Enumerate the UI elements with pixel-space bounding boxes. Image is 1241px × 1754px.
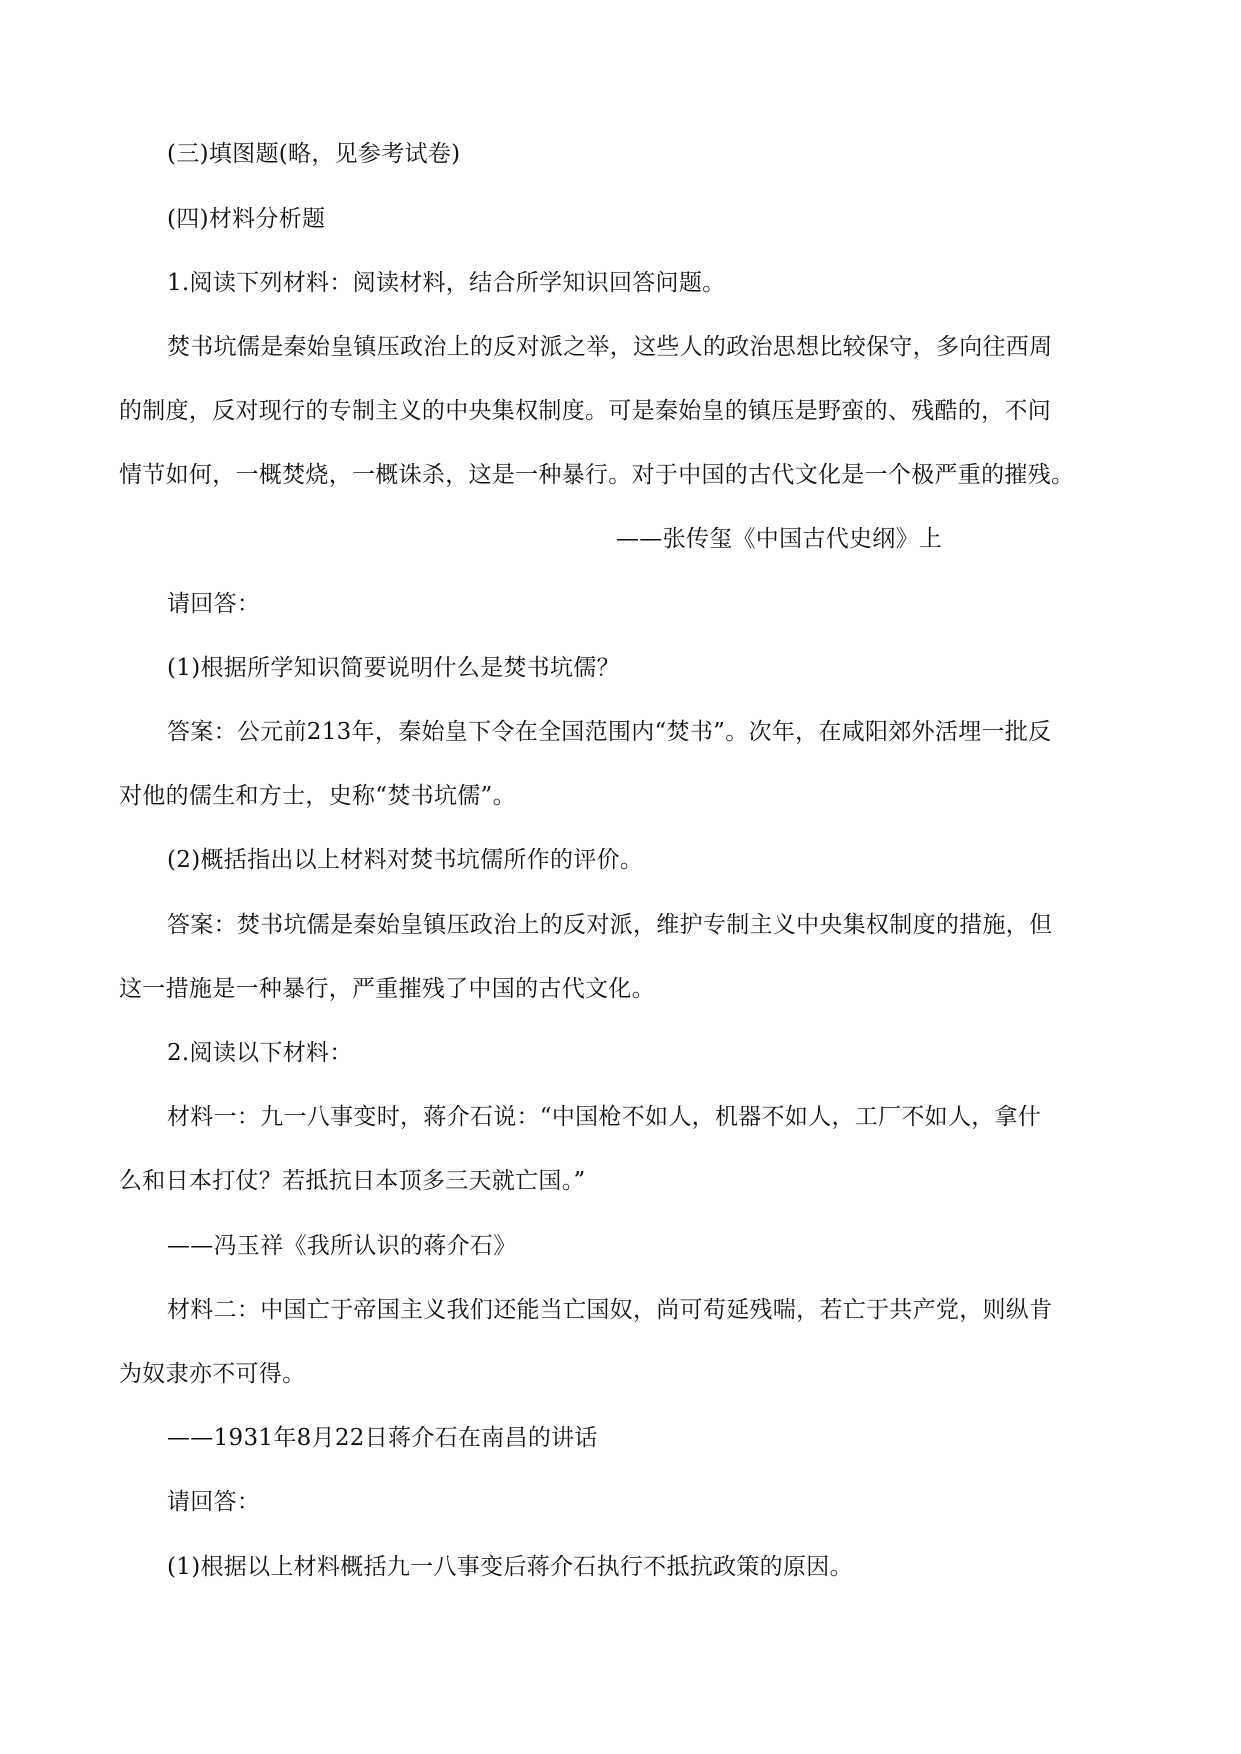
answer-1-line-1: 答案：公元前213年，秦始皇下令在全国范围内“焚书”。次年，在咸阳郊外活埋一批反	[167, 719, 1052, 745]
section-heading-material-analysis: (四)材料分析题	[167, 206, 326, 232]
material-source-citation: ——张传玺《中国古代史纲》上	[616, 526, 943, 552]
please-answer-label-2: 请回答：	[167, 1489, 261, 1515]
answer-1-line-2: 对他的儒生和方士，史称“焚书坑儒”。	[119, 783, 516, 809]
section-heading-fill-map: (三)填图题(略，见参考试卷)	[167, 141, 461, 167]
material-one-line-2: 么和日本打仗？若抵抗日本顶多三天就亡国。”	[119, 1168, 586, 1194]
material-paragraph-line-2: 的制度，反对现行的专制主义的中央集权制度。可是秦始皇的镇压是野蛮的、残酷的，不问	[119, 398, 1051, 424]
material-two-source: ——1931年8月22日蒋介石在南昌的讲话	[167, 1425, 598, 1451]
question-1-prompt: 1.阅读下列材料：阅读材料，结合所学知识回答问题。	[167, 270, 726, 296]
material-two-line-2: 为奴隶亦不可得。	[119, 1361, 306, 1387]
answer-2-line-2: 这一措施是一种暴行，严重摧残了中国的古代文化。	[119, 976, 655, 1002]
material-two-line-1: 材料二：中国亡于帝国主义我们还能当亡国奴，尚可苟延残喘，若亡于共产党，则纵肯	[167, 1297, 1053, 1323]
material-one-source: ——冯玉祥《我所认识的蒋介石》	[167, 1233, 517, 1259]
please-answer-label: 请回答：	[167, 591, 261, 617]
material-paragraph-line-1: 焚书坑儒是秦始皇镇压政治上的反对派之举，这些人的政治思想比较保守，多向往西周	[167, 334, 1053, 360]
question-2-prompt: 2.阅读以下材料：	[167, 1040, 353, 1066]
answer-2-line-1: 答案：焚书坑儒是秦始皇镇压政治上的反对派，维护专制主义中央集权制度的措施，但	[167, 912, 1053, 938]
material-paragraph-line-3: 情节如何，一概焚烧，一概诛杀，这是一种暴行。对于中国的古代文化是一个极严重的摧残。	[119, 462, 1075, 488]
sub-question-2: (2)概括指出以上材料对焚书坑儒所作的评价。	[167, 847, 644, 873]
q2-sub-question-1: (1)根据以上材料概括九一八事变后蒋介石执行不抵抗政策的原因。	[167, 1554, 853, 1580]
sub-question-1: (1)根据所学知识简要说明什么是焚书坑儒？	[167, 655, 620, 681]
material-one-line-1: 材料一：九一八事变时，蒋介石说：“中国枪不如人，机器不如人，工厂不如人，拿什	[167, 1104, 1042, 1130]
